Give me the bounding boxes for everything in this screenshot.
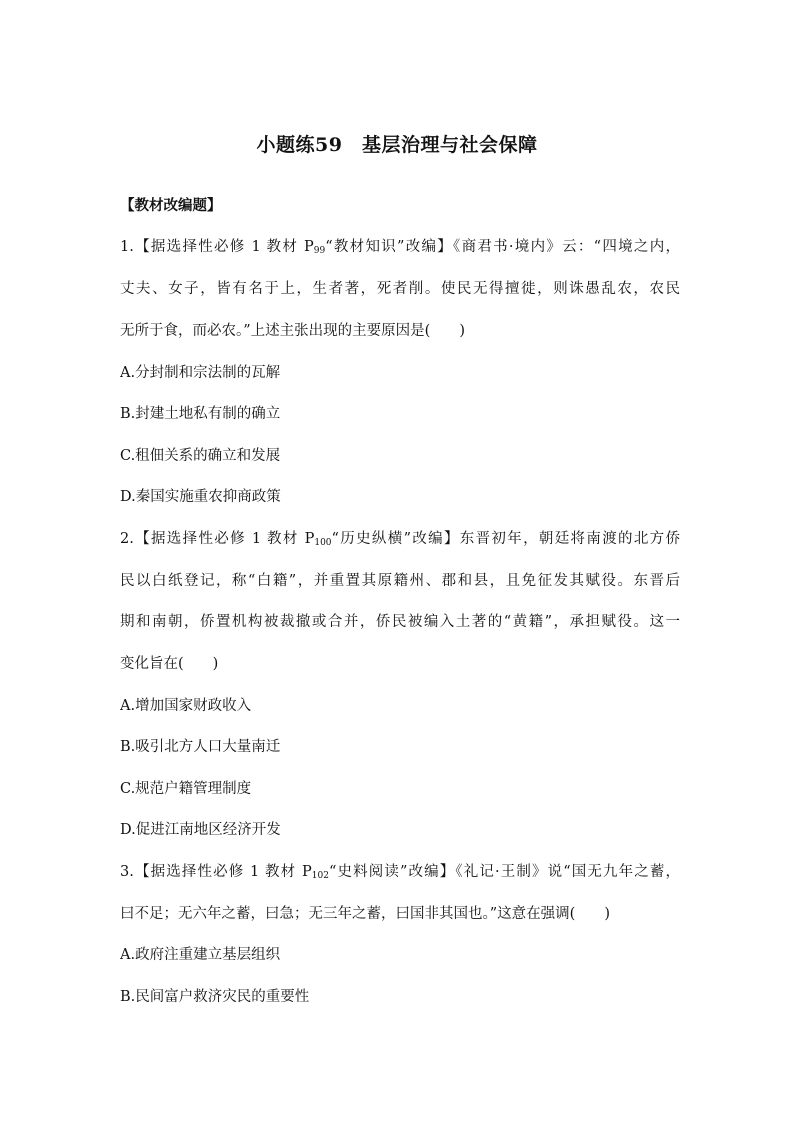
question-3-option-a: A.政府注重建立基层组织 <box>120 947 281 963</box>
question-1-line-2: 丈夫、女子，皆有名于上，生者著，死者削。使民无得擅徙，则诛愚乱农，农民 <box>120 281 680 297</box>
question-3-option-b: B.民间富户救济灾民的重要性 <box>120 989 310 1005</box>
question-2-option-b: B.吸引北方人口大量南迁 <box>120 739 281 755</box>
question-1-option-a: A.分封制和宗法制的瓦解 <box>120 365 281 381</box>
question-1-option-d: D.秦国实施重农抑商政策 <box>120 489 281 505</box>
question-2-line-4: 变化旨在( ) <box>120 656 219 672</box>
question-1-line-3: 无所于食，而必农。”上述主张出现的主要原因是( ) <box>120 323 465 339</box>
question-2-option-c: C.规范户籍管理制度 <box>120 781 252 797</box>
page-title: 小题练59 基层治理与社会保障 <box>256 134 538 156</box>
section-label: 【教材改编题】 <box>120 197 222 214</box>
question-2-line-1: 2.【据选择性必修 1 教材 $P_{100}“$历史纵横”改编】东晋初年，朝廷将南渡的北方侨 <box>120 531 680 548</box>
question-3-line-2: 曰不足；无六年之蓄，曰急；无三年之蓄，曰国非其国也。”这意在强调( ) <box>120 906 610 922</box>
question-2-option-d: D.促进江南地区经济开发 <box>120 822 281 838</box>
question-1-option-b: B.封建土地私有制的确立 <box>120 406 281 422</box>
question-2-line-2: 民以白纸登记，称“白籍”，并重置其原籍州、郡和县，且免征发其赋役。东晋后 <box>120 573 680 589</box>
question-3-line-1: 3.【据选择性必修 1 教材 $P_{102}“$史料阅读”改编】《礼记·王制》说“国无九年之蓄， <box>120 864 680 881</box>
question-2-line-3: 期和南朝，侨置机构被裁撤或合并，侨民被编入土著的“黄籍”，承担赋役。这一 <box>120 614 680 630</box>
question-1-line-1: 1.【据选择性必修 1 教材 $P_{99}“$教材知识”改编】《商君书·境内》云：“四境之内， <box>120 239 680 256</box>
question-1-option-c: C.租佃关系的确立和发展 <box>120 448 281 464</box>
question-2-option-a: A.增加国家财政收入 <box>120 698 252 714</box>
